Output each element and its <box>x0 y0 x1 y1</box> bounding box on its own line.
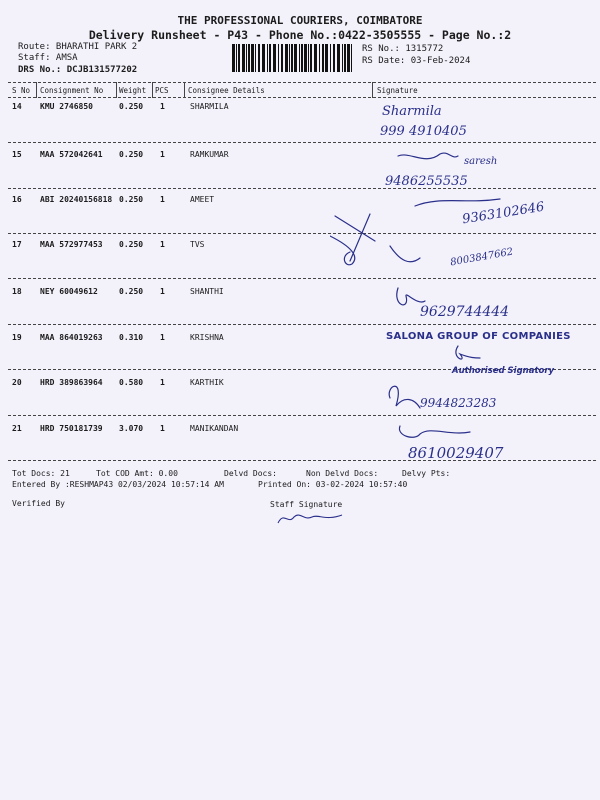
handwritten-mark <box>397 288 425 305</box>
col-pcs: PCS <box>155 86 169 95</box>
rs-date: RS Date: 03-Feb-2024 <box>362 56 471 66</box>
route-label: Route: BHARATHI PARK 2 <box>18 42 138 52</box>
barcode-bar <box>344 44 346 72</box>
barcode-bar <box>278 44 279 72</box>
tot-cod: Tot COD Amt: 0.00 <box>96 469 178 478</box>
row-consignment: MAA 572977453 <box>40 240 103 249</box>
barcode-bar <box>248 44 250 72</box>
barcode-bar <box>319 44 320 72</box>
handwriting-layer <box>330 96 592 468</box>
row-consignment: NEY 60049612 <box>40 287 98 296</box>
row-sno: 15 <box>12 150 22 159</box>
rs-number: RS No.: 1315772 <box>362 44 444 54</box>
barcode-bar <box>267 44 268 72</box>
col-divider <box>184 82 185 98</box>
col-consignment: Consignment No <box>40 86 104 95</box>
verified-by: Verified By <box>12 499 65 508</box>
handwritten-mark <box>390 246 420 262</box>
printed-on: Printed On: 03-02-2024 10:57:40 <box>258 480 408 489</box>
row-weight: 0.250 <box>119 240 144 249</box>
handwriting-phone: 8610029407 <box>408 444 504 462</box>
stamp-company: SALONA GROUP OF COMPANIES <box>386 331 571 342</box>
row-pcs: 1 <box>160 378 165 387</box>
barcode-bar <box>299 44 300 72</box>
row-weight: 0.250 <box>119 150 144 159</box>
barcode-bar <box>281 44 283 72</box>
row-weight: 0.580 <box>119 378 144 387</box>
handwriting-phone: 999 4910405 <box>380 124 467 139</box>
row-weight: 3.070 <box>119 424 144 433</box>
barcode-bar <box>325 44 328 72</box>
barcode-bar <box>322 44 324 72</box>
barcode-bar <box>291 44 293 72</box>
handwriting-phone: 9363102646 <box>461 199 546 228</box>
handwritten-mark <box>415 199 500 206</box>
row-consignment: MAA 572042641 <box>40 150 103 159</box>
row-sno: 21 <box>12 424 22 433</box>
barcode-bar <box>285 44 288 72</box>
row-consignee: RAMKUMAR <box>190 150 229 159</box>
handwriting-phone: 9629744444 <box>420 304 510 320</box>
delvy-pts: Delvy Pts: <box>402 469 451 478</box>
handwriting-name: saresh <box>464 156 498 167</box>
col-consignee: Consignee Details <box>188 86 265 95</box>
row-consignment: HRD 750181739 <box>40 424 103 433</box>
barcode-bar <box>289 44 290 72</box>
stamp-authorised: Authorised Signatory <box>452 366 555 376</box>
row-consignee: AMEET <box>190 195 215 204</box>
col-divider <box>116 82 117 98</box>
barcode-bar <box>232 44 235 72</box>
row-weight: 0.250 <box>119 195 144 204</box>
runsheet-title: Delivery Runsheet - P43 - Phone No.:0422-3505555 - Page No.:2 <box>88 28 512 42</box>
barcode-bar <box>314 44 317 72</box>
row-consignee: KARTHIK <box>190 378 224 387</box>
barcode-image <box>232 44 356 72</box>
staff-signature-mark <box>276 509 346 527</box>
row-sno: 18 <box>12 287 22 296</box>
barcode-bar <box>236 44 237 72</box>
row-pcs: 1 <box>160 240 165 249</box>
row-sno: 19 <box>12 333 22 342</box>
col-signature: Signature <box>377 86 418 95</box>
barcode-bar <box>342 44 343 72</box>
row-pcs: 1 <box>160 102 165 111</box>
row-consignment: ABI 20240156818 <box>40 195 113 204</box>
row-consignee: TVS <box>190 240 205 249</box>
row-consignment: HRD 389863964 <box>40 378 103 387</box>
barcode-bar <box>246 44 247 72</box>
barcode-bar <box>262 44 265 72</box>
barcode-bar <box>301 44 303 72</box>
barcode-bar <box>347 44 350 72</box>
row-pcs: 1 <box>160 424 165 433</box>
barcode-bar <box>330 44 331 72</box>
barcode-bar <box>308 44 309 72</box>
handwritten-mark <box>456 346 480 359</box>
handwritten-mark <box>399 426 470 437</box>
row-pcs: 1 <box>160 287 165 296</box>
row-sno: 20 <box>12 378 22 387</box>
barcode-bar <box>351 44 352 72</box>
row-consignment: MAA 864019263 <box>40 333 103 342</box>
handwriting-phone: 9486255535 <box>385 174 468 189</box>
barcode-bar <box>255 44 256 72</box>
row-sno: 16 <box>12 195 22 204</box>
row-consignee: MANIKANDAN <box>190 424 239 433</box>
row-consignee: KRISHNA <box>190 333 224 342</box>
barcode-bar <box>242 44 245 72</box>
handwritten-mark <box>389 386 420 408</box>
handwriting-name: Sharmila <box>382 104 442 119</box>
entered-by: Entered By :RESHMAP43 02/03/2024 10:57:14 AM <box>12 480 224 489</box>
row-sno: 17 <box>12 240 22 249</box>
table-top-rule <box>8 82 596 83</box>
row-pcs: 1 <box>160 195 165 204</box>
drs-number: DRS No.: DCJB131577202 <box>18 65 138 75</box>
row-pcs: 1 <box>160 150 165 159</box>
handwriting-phone: 9944823283 <box>420 396 497 410</box>
staff-label: Staff: AMSA <box>18 53 78 63</box>
barcode-bar <box>238 44 240 72</box>
row-weight: 0.250 <box>119 287 144 296</box>
row-consignee: SHARMILA <box>190 102 229 111</box>
row-consignee: SHANTHI <box>190 287 224 296</box>
non-delvd-docs: Non Delvd Docs: <box>306 469 379 478</box>
col-divider <box>36 82 37 98</box>
staff-signature-label: Staff Signature <box>270 500 343 509</box>
barcode-bar <box>304 44 307 72</box>
row-pcs: 1 <box>160 333 165 342</box>
row-consignment: KMU 2746850 <box>40 102 93 111</box>
handwritten-mark <box>335 216 375 241</box>
barcode-bar <box>251 44 254 72</box>
barcode-bar <box>310 44 312 72</box>
col-sno: S No <box>12 86 31 95</box>
tot-docs: Tot Docs: 21 <box>12 469 70 478</box>
row-weight: 0.310 <box>119 333 144 342</box>
delvd-docs: Delvd Docs: <box>224 469 277 478</box>
barcode-bar <box>269 44 271 72</box>
barcode-bar <box>294 44 297 72</box>
barcode-bar <box>273 44 276 72</box>
row-weight: 0.250 <box>119 102 144 111</box>
handwritten-mark <box>330 236 355 265</box>
row-sno: 14 <box>12 102 22 111</box>
barcode-bar <box>333 44 335 72</box>
handwritten-mark <box>398 153 458 159</box>
barcode-bar <box>258 44 260 72</box>
handwriting-phone: 8003847662 <box>449 246 515 269</box>
company-name: THE PROFESSIONAL COURIERS, COIMBATORE <box>177 14 423 27</box>
col-divider <box>152 82 153 98</box>
handwritten-mark <box>350 214 370 261</box>
col-weight: Weight <box>119 86 147 95</box>
barcode-bar <box>337 44 340 72</box>
